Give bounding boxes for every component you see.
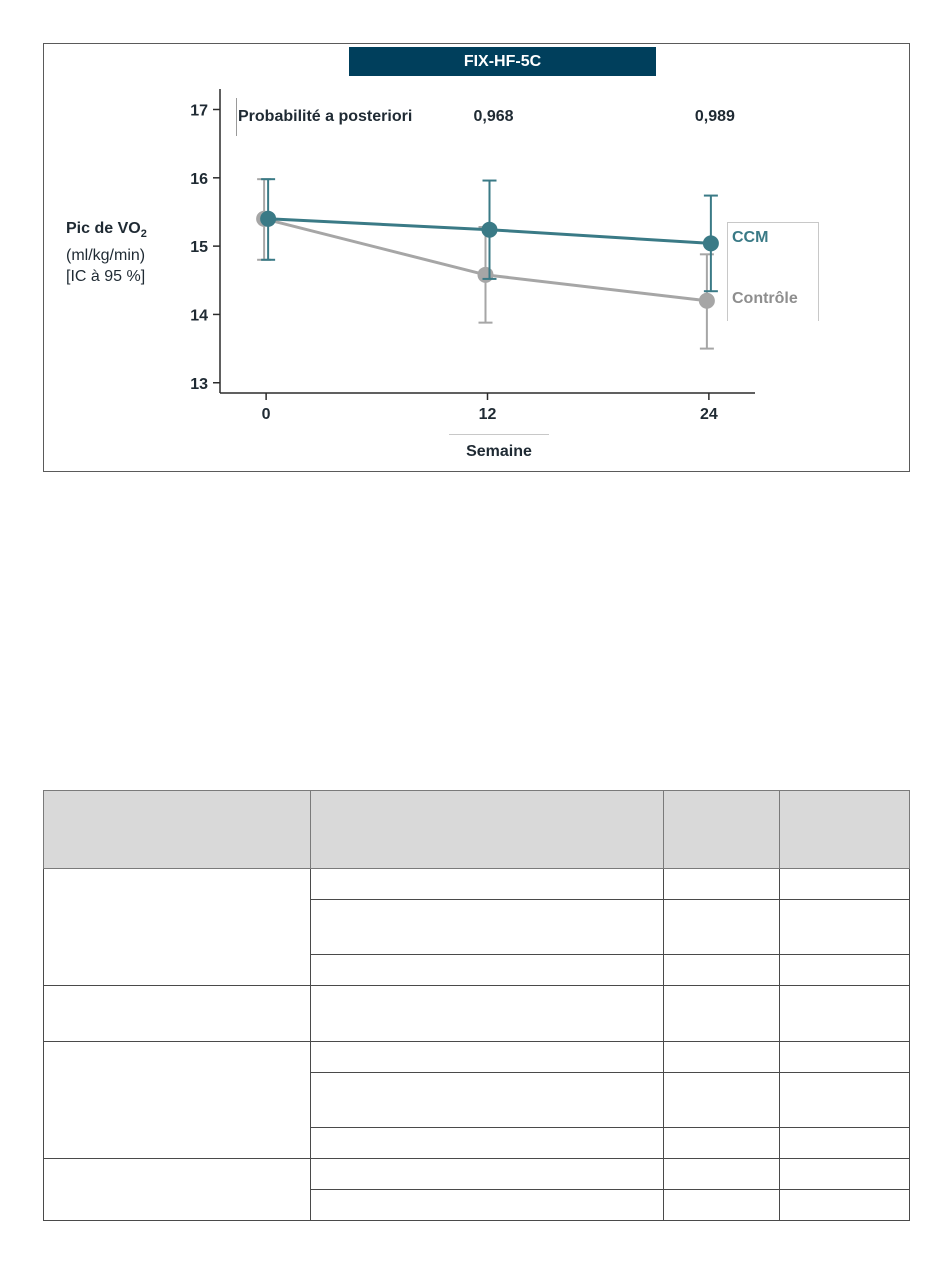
- y-tick-label: 14: [190, 307, 208, 325]
- table-cell: [311, 1159, 664, 1190]
- table-cell: [780, 1159, 910, 1190]
- table-header-row: [44, 791, 910, 869]
- data-point: [699, 293, 715, 309]
- data-point: [260, 211, 276, 227]
- table-cell: [780, 1042, 910, 1073]
- table-cell: [664, 1159, 780, 1190]
- x-tick-label: 0: [261, 406, 271, 423]
- table-cell: [780, 986, 910, 1042]
- chart-title: FIX-HF-5C: [349, 47, 656, 76]
- table-header-cell: [44, 791, 311, 869]
- posterior-probability-value-12: 0,968: [473, 108, 514, 125]
- table-cell: [664, 955, 780, 986]
- table-cell: [780, 1073, 910, 1128]
- data-table: [43, 790, 910, 1221]
- data-point: [478, 267, 494, 283]
- y-tick-label: 13: [190, 375, 208, 393]
- table-cell: [664, 869, 780, 900]
- table-cell: [311, 869, 664, 900]
- table-cell: [780, 1190, 910, 1221]
- table-cell: [664, 1042, 780, 1073]
- table-row: [44, 869, 910, 900]
- table-row: [44, 1042, 910, 1073]
- table-cell: [780, 869, 910, 900]
- x-tick-label: 12: [478, 406, 497, 423]
- y-axis-label-line-3: [IC à 95 %]: [66, 268, 146, 286]
- y-axis-label-line-2: (ml/kg/min): [66, 247, 146, 265]
- table-group-cell: [44, 869, 311, 986]
- table-header-cell: [664, 791, 780, 869]
- table-cell: [780, 900, 910, 955]
- table-group-cell: [44, 986, 311, 1042]
- table-group-cell: [44, 1159, 311, 1221]
- y-tick-label: 16: [190, 170, 208, 188]
- legend-ccm: CCM: [732, 229, 769, 246]
- chart-frame: [43, 43, 910, 472]
- table-cell: [311, 955, 664, 986]
- table-row: [44, 1159, 910, 1190]
- table-cell: [664, 1190, 780, 1221]
- table-cell: [311, 900, 664, 955]
- y-tick-label: 15: [190, 239, 208, 257]
- data-point: [482, 222, 498, 238]
- table-cell: [664, 900, 780, 955]
- posterior-probability-label: Probabilité a posteriori: [238, 108, 413, 125]
- posterior-probability-value-24: 0,989: [694, 108, 735, 125]
- table-cell: [664, 1073, 780, 1128]
- y-tick-label: 17: [190, 102, 208, 120]
- table-cell: [780, 1128, 910, 1159]
- table-cell: [311, 1042, 664, 1073]
- y-axis-label: [66, 218, 147, 287]
- table-cell: [664, 986, 780, 1042]
- annotation-divider: [236, 98, 237, 136]
- x-axis-label: Semaine: [449, 434, 549, 461]
- y-axis-label-subscript: 2: [140, 228, 147, 241]
- table-header-cell: [780, 791, 910, 869]
- table-cell: [311, 1128, 664, 1159]
- table-cell: [664, 1128, 780, 1159]
- table-header-cell: [311, 791, 664, 869]
- x-tick-label: 24: [699, 406, 718, 423]
- table-group-cell: [44, 1042, 311, 1159]
- table-cell: [311, 986, 664, 1042]
- y-axis-label-line-1: Pic de VO: [66, 220, 141, 237]
- table-cell: [780, 955, 910, 986]
- table-cell: [311, 1190, 664, 1221]
- legend-controle: Contrôle: [732, 290, 798, 307]
- table-row: [44, 986, 910, 1042]
- data-point: [703, 235, 719, 251]
- table-cell: [311, 1073, 664, 1128]
